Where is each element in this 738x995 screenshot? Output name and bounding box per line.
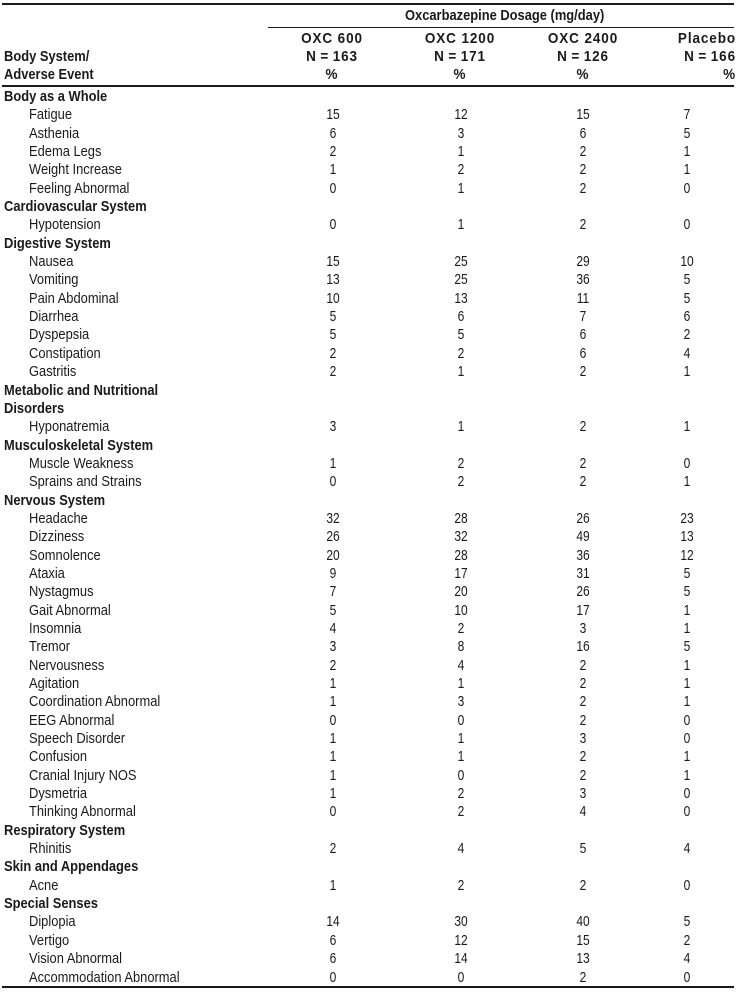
column-n: N = 166: [684, 48, 736, 65]
value-oxc-600: 6: [329, 931, 337, 949]
adverse-event-label: Dyspepsia: [29, 326, 90, 344]
value-oxc-2400: 17: [576, 601, 590, 619]
column-name: OXC 1200: [424, 30, 496, 47]
value-placebo: 5: [683, 564, 691, 582]
value-oxc-2400: 5: [579, 840, 587, 858]
value-oxc-1200: 1: [457, 418, 465, 436]
value-placebo: 5: [683, 638, 691, 656]
value-oxc-2400: 15: [576, 931, 590, 949]
value-placebo: 1: [683, 143, 691, 161]
value-placebo: 1: [683, 161, 691, 179]
adverse-event-row: [0, 602, 738, 620]
adverse-event-row: [0, 345, 738, 363]
value-oxc-2400: 3: [579, 730, 587, 748]
body-system-label: Cardiovascular System: [4, 198, 147, 216]
adverse-event-label: Pain Abdominal: [29, 289, 119, 307]
value-oxc-600: 0: [329, 473, 337, 491]
value-placebo: 0: [683, 876, 691, 894]
column-unit: %: [453, 66, 467, 83]
value-oxc-600: 26: [326, 528, 340, 546]
value-placebo: 1: [683, 418, 691, 436]
adverse-event-row: [0, 803, 738, 821]
value-placebo: 4: [683, 840, 691, 858]
value-oxc-2400: 2: [579, 656, 587, 674]
value-oxc-2400: 2: [579, 876, 587, 894]
value-placebo: 0: [683, 803, 691, 821]
value-oxc-600: 15: [326, 253, 340, 271]
column-unit: %: [576, 66, 590, 83]
column-n: N = 126: [557, 48, 609, 65]
adverse-event-row: [0, 638, 738, 656]
value-oxc-600: 2: [329, 363, 337, 381]
value-oxc-600: 6: [329, 950, 337, 968]
value-placebo: 12: [680, 546, 694, 564]
value-oxc-1200: 2: [457, 619, 465, 637]
value-oxc-1200: 0: [457, 968, 465, 986]
adverse-event-row: [0, 143, 738, 161]
adverse-event-label: Speech Disorder: [29, 730, 126, 748]
value-placebo: 0: [683, 216, 691, 234]
adverse-event-label: Edema Legs: [29, 143, 102, 161]
value-oxc-2400: 6: [579, 124, 587, 142]
table-top-rule: [2, 3, 734, 5]
value-oxc-1200: 28: [454, 546, 468, 564]
adverse-event-label: Constipation: [29, 344, 101, 362]
body-system-row: [0, 235, 738, 253]
column-name: Placebo: [677, 30, 736, 47]
value-oxc-600: 1: [329, 730, 337, 748]
adverse-event-label: Ataxia: [29, 564, 65, 582]
value-oxc-1200: 25: [454, 271, 468, 289]
value-placebo: 0: [683, 730, 691, 748]
value-oxc-600: 7: [329, 583, 337, 601]
adverse-event-row: [0, 510, 738, 528]
body-system-label: Body as a Whole: [4, 88, 108, 105]
adverse-event-label: Confusion: [29, 748, 88, 766]
column-n: N = 171: [434, 48, 486, 65]
value-placebo: 4: [683, 950, 691, 968]
adverse-event-row: [0, 748, 738, 766]
value-oxc-600: 0: [329, 179, 337, 197]
value-placebo: 1: [683, 473, 691, 491]
adverse-event-label: Rhinitis: [29, 840, 72, 858]
body-system-row: [0, 437, 738, 455]
value-oxc-600: 5: [329, 601, 337, 619]
value-oxc-600: 0: [329, 216, 337, 234]
adverse-event-label: Fatigue: [29, 106, 73, 124]
adverse-event-row: [0, 363, 738, 381]
body-system-label: Skin and Appendages: [4, 858, 139, 876]
adverse-event-row: [0, 455, 738, 473]
value-placebo: 4: [683, 344, 691, 362]
adverse-event-row: [0, 125, 738, 143]
value-oxc-600: 0: [329, 803, 337, 821]
column-unit: %: [325, 66, 339, 83]
adverse-event-row: [0, 913, 738, 931]
adverse-event-label: Dizziness: [29, 528, 85, 546]
adverse-event-label: Headache: [29, 509, 88, 527]
value-placebo: 1: [683, 675, 691, 692]
value-oxc-2400: 7: [579, 308, 587, 326]
adverse-event-row: [0, 106, 738, 124]
value-placebo: 5: [683, 289, 691, 307]
adverse-event-row: [0, 675, 738, 693]
value-oxc-600: 4: [329, 619, 337, 637]
adverse-event-row: [0, 840, 738, 858]
adverse-event-label: Vomiting: [29, 271, 79, 289]
adverse-event-label: Insomnia: [29, 619, 82, 637]
value-oxc-1200: 3: [457, 124, 465, 142]
value-oxc-1200: 2: [457, 803, 465, 821]
column-header-oxc-1200: [400, 30, 520, 84]
adverse-event-row: [0, 950, 738, 968]
adverse-event-label: Gait Abnormal: [29, 601, 111, 619]
value-oxc-600: 1: [329, 454, 337, 472]
column-header-placebo: [640, 30, 736, 84]
value-oxc-2400: 36: [576, 546, 590, 564]
adverse-event-label: Acne: [29, 876, 59, 894]
body-system-row: [0, 382, 738, 400]
value-oxc-1200: 0: [457, 766, 465, 784]
value-oxc-1200: 10: [454, 601, 468, 619]
value-oxc-600: 20: [326, 546, 340, 564]
value-oxc-2400: 4: [579, 803, 587, 821]
adverse-event-row: [0, 180, 738, 198]
value-oxc-1200: 1: [457, 179, 465, 197]
column-name: OXC 600: [301, 30, 363, 47]
value-placebo: 2: [683, 326, 691, 344]
adverse-event-row: [0, 271, 738, 289]
value-oxc-600: 2: [329, 840, 337, 858]
value-oxc-1200: 1: [457, 363, 465, 381]
body-system-row: [0, 858, 738, 876]
value-oxc-2400: 49: [576, 528, 590, 546]
value-placebo: 5: [683, 124, 691, 142]
value-oxc-1200: 17: [454, 564, 468, 582]
adverse-event-row: [0, 712, 738, 730]
value-oxc-1200: 1: [457, 216, 465, 234]
value-oxc-2400: 6: [579, 344, 587, 362]
value-oxc-2400: 2: [579, 711, 587, 729]
value-placebo: 7: [683, 106, 691, 124]
dosage-span-header: Oxcarbazepine Dosage (mg/day): [405, 7, 605, 24]
adverse-event-row: [0, 290, 738, 308]
adverse-event-row: [0, 473, 738, 491]
adverse-event-row: [0, 161, 738, 179]
value-oxc-1200: 1: [457, 675, 465, 692]
value-oxc-1200: 4: [457, 840, 465, 858]
value-oxc-600: 9: [329, 564, 337, 582]
adverse-event-label: Muscle Weakness: [29, 454, 134, 472]
value-oxc-600: 1: [329, 766, 337, 784]
column-unit: %: [723, 66, 736, 83]
value-oxc-2400: 2: [579, 473, 587, 491]
value-placebo: 6: [683, 308, 691, 326]
value-oxc-2400: 26: [576, 583, 590, 601]
adverse-event-label: Vertigo: [29, 931, 70, 949]
value-oxc-2400: 2: [579, 693, 587, 711]
value-oxc-2400: 2: [579, 766, 587, 784]
value-placebo: 5: [683, 913, 691, 931]
value-placebo: 13: [680, 528, 694, 546]
value-oxc-2400: 2: [579, 143, 587, 161]
adverse-event-label: Nervousness: [29, 656, 105, 674]
body-system-row: [0, 198, 738, 216]
value-oxc-600: 2: [329, 656, 337, 674]
value-oxc-1200: 14: [454, 950, 468, 968]
value-oxc-2400: 13: [576, 950, 590, 968]
body-system-row: [0, 492, 738, 510]
value-placebo: 1: [683, 656, 691, 674]
adverse-event-label: Coordination Abnormal: [29, 693, 161, 711]
adverse-event-label: Gastritis: [29, 363, 77, 381]
value-oxc-1200: 2: [457, 161, 465, 179]
value-oxc-600: 14: [326, 913, 340, 931]
adverse-event-label: EEG Abnormal: [29, 711, 115, 729]
value-oxc-1200: 6: [457, 308, 465, 326]
value-placebo: 0: [683, 454, 691, 472]
value-oxc-1200: 20: [454, 583, 468, 601]
value-oxc-2400: 2: [579, 675, 587, 692]
value-oxc-1200: 0: [457, 711, 465, 729]
value-oxc-1200: 5: [457, 326, 465, 344]
value-oxc-600: 15: [326, 106, 340, 124]
value-oxc-1200: 28: [454, 509, 468, 527]
value-oxc-600: 13: [326, 271, 340, 289]
value-placebo: 0: [683, 711, 691, 729]
value-oxc-600: 3: [329, 418, 337, 436]
value-oxc-600: 5: [329, 326, 337, 344]
value-oxc-1200: 1: [457, 748, 465, 766]
adverse-event-row: [0, 308, 738, 326]
value-placebo: 0: [683, 785, 691, 803]
value-oxc-2400: 36: [576, 271, 590, 289]
body-system-row: [0, 400, 738, 418]
adverse-event-label: Asthenia: [29, 124, 80, 142]
adverse-event-label: Tremor: [29, 638, 71, 656]
value-oxc-600: 1: [329, 785, 337, 803]
adverse-event-label: Hyponatremia: [29, 418, 110, 436]
value-oxc-600: 1: [329, 675, 337, 692]
value-oxc-2400: 2: [579, 161, 587, 179]
value-oxc-1200: 12: [454, 106, 468, 124]
adverse-event-label: Diarrhea: [29, 308, 79, 326]
adverse-event-label: Accommodation Abnormal: [29, 968, 180, 986]
value-oxc-600: 1: [329, 876, 337, 894]
adverse-event-row: [0, 877, 738, 895]
adverse-event-row: [0, 547, 738, 565]
adverse-event-row: [0, 528, 738, 546]
value-oxc-600: 2: [329, 143, 337, 161]
adverse-event-row: [0, 253, 738, 271]
adverse-event-row: [0, 785, 738, 803]
adverse-event-label: Weight Increase: [29, 161, 122, 179]
value-oxc-2400: 15: [576, 106, 590, 124]
adverse-event-row: [0, 693, 738, 711]
adverse-event-label: Somnolence: [29, 546, 101, 564]
value-oxc-600: 3: [329, 638, 337, 656]
value-oxc-1200: 32: [454, 528, 468, 546]
value-placebo: 23: [680, 509, 694, 527]
value-placebo: 1: [683, 693, 691, 711]
value-oxc-600: 10: [326, 289, 340, 307]
adverse-event-label: Vision Abnormal: [29, 950, 122, 968]
adverse-event-row: [0, 767, 738, 785]
value-oxc-1200: 1: [457, 730, 465, 748]
body-system-row: [0, 822, 738, 840]
value-oxc-2400: 2: [579, 179, 587, 197]
value-oxc-1200: 2: [457, 876, 465, 894]
value-oxc-2400: 16: [576, 638, 590, 656]
value-placebo: 1: [683, 363, 691, 381]
value-placebo: 1: [683, 766, 691, 784]
value-oxc-600: 6: [329, 124, 337, 142]
value-oxc-1200: 13: [454, 289, 468, 307]
value-oxc-600: 2: [329, 344, 337, 362]
value-oxc-2400: 26: [576, 509, 590, 527]
adverse-event-row: [0, 620, 738, 638]
value-oxc-1200: 2: [457, 473, 465, 491]
value-oxc-2400: 29: [576, 253, 590, 271]
table-bottom-rule: [2, 986, 734, 988]
adverse-event-label: Dysmetria: [29, 785, 88, 803]
value-oxc-1200: 2: [457, 344, 465, 362]
body-system-label: Special Senses: [4, 895, 98, 913]
value-oxc-600: 1: [329, 693, 337, 711]
adverse-event-row: [0, 657, 738, 675]
adverse-event-label: Cranial Injury NOS: [29, 766, 137, 784]
value-oxc-2400: 2: [579, 216, 587, 234]
adverse-events-table-body: [0, 88, 738, 987]
value-placebo: 1: [683, 619, 691, 637]
value-placebo: 10: [680, 253, 694, 271]
value-oxc-2400: 2: [579, 454, 587, 472]
adverse-event-row: [0, 326, 738, 344]
value-oxc-1200: 2: [457, 454, 465, 472]
value-oxc-600: 1: [329, 161, 337, 179]
column-n: N = 163: [306, 48, 358, 65]
stub-header: [4, 48, 94, 84]
value-placebo: 5: [683, 583, 691, 601]
adverse-event-label: Nystagmus: [29, 583, 94, 601]
stub-header-line-1: Body System/: [4, 48, 90, 65]
adverse-event-row: [0, 216, 738, 234]
body-system-label: Nervous System: [4, 491, 106, 509]
adverse-event-label: Agitation: [29, 675, 80, 692]
value-oxc-2400: 11: [576, 289, 590, 307]
adverse-event-row: [0, 932, 738, 950]
adverse-event-label: Diplopia: [29, 913, 76, 931]
value-oxc-600: 5: [329, 308, 337, 326]
column-header-oxc-2400: [523, 30, 643, 84]
adverse-event-label: Feeling Abnormal: [29, 179, 130, 197]
value-placebo: 1: [683, 748, 691, 766]
value-oxc-2400: 2: [579, 748, 587, 766]
span-header-rule: [268, 27, 734, 28]
value-oxc-1200: 1: [457, 143, 465, 161]
value-placebo: 0: [683, 968, 691, 986]
value-placebo: 5: [683, 271, 691, 289]
value-oxc-600: 32: [326, 509, 340, 527]
adverse-event-row: [0, 969, 738, 987]
adverse-event-label: Nausea: [29, 253, 74, 271]
body-system-row: [0, 88, 738, 106]
stub-header-line-2: Adverse Event: [4, 66, 94, 83]
value-oxc-1200: 2: [457, 785, 465, 803]
body-system-label: Musculoskeletal System: [4, 436, 154, 454]
adverse-event-label: Thinking Abnormal: [29, 803, 136, 821]
adverse-event-label: Hypotension: [29, 216, 101, 234]
value-oxc-1200: 3: [457, 693, 465, 711]
adverse-event-label: Sprains and Strains: [29, 473, 142, 491]
column-header-oxc-600: [272, 30, 392, 84]
adverse-event-row: [0, 565, 738, 583]
value-placebo: 1: [683, 601, 691, 619]
value-oxc-2400: 40: [576, 913, 590, 931]
value-oxc-1200: 8: [457, 638, 465, 656]
adverse-event-row: [0, 583, 738, 601]
body-system-label: Metabolic and Nutritional: [4, 381, 159, 399]
value-oxc-2400: 2: [579, 418, 587, 436]
value-oxc-2400: 2: [579, 968, 587, 986]
value-oxc-2400: 3: [579, 785, 587, 803]
body-system-label: Respiratory System: [4, 821, 126, 839]
value-oxc-2400: 31: [576, 564, 590, 582]
column-name: OXC 2400: [547, 30, 619, 47]
value-oxc-600: 1: [329, 748, 337, 766]
adverse-event-row: [0, 730, 738, 748]
value-oxc-1200: 4: [457, 656, 465, 674]
value-oxc-1200: 12: [454, 931, 468, 949]
adverse-event-row: [0, 418, 738, 436]
header-bottom-rule: [2, 85, 734, 87]
value-oxc-600: 0: [329, 968, 337, 986]
value-oxc-2400: 6: [579, 326, 587, 344]
value-oxc-600: 0: [329, 711, 337, 729]
body-system-row: [0, 895, 738, 913]
value-oxc-1200: 30: [454, 913, 468, 931]
body-system-label: Disorders: [4, 399, 65, 417]
value-oxc-1200: 25: [454, 253, 468, 271]
value-placebo: 2: [683, 931, 691, 949]
value-placebo: 0: [683, 179, 691, 197]
value-oxc-2400: 2: [579, 363, 587, 381]
body-system-label: Digestive System: [4, 234, 111, 252]
value-oxc-2400: 3: [579, 619, 587, 637]
